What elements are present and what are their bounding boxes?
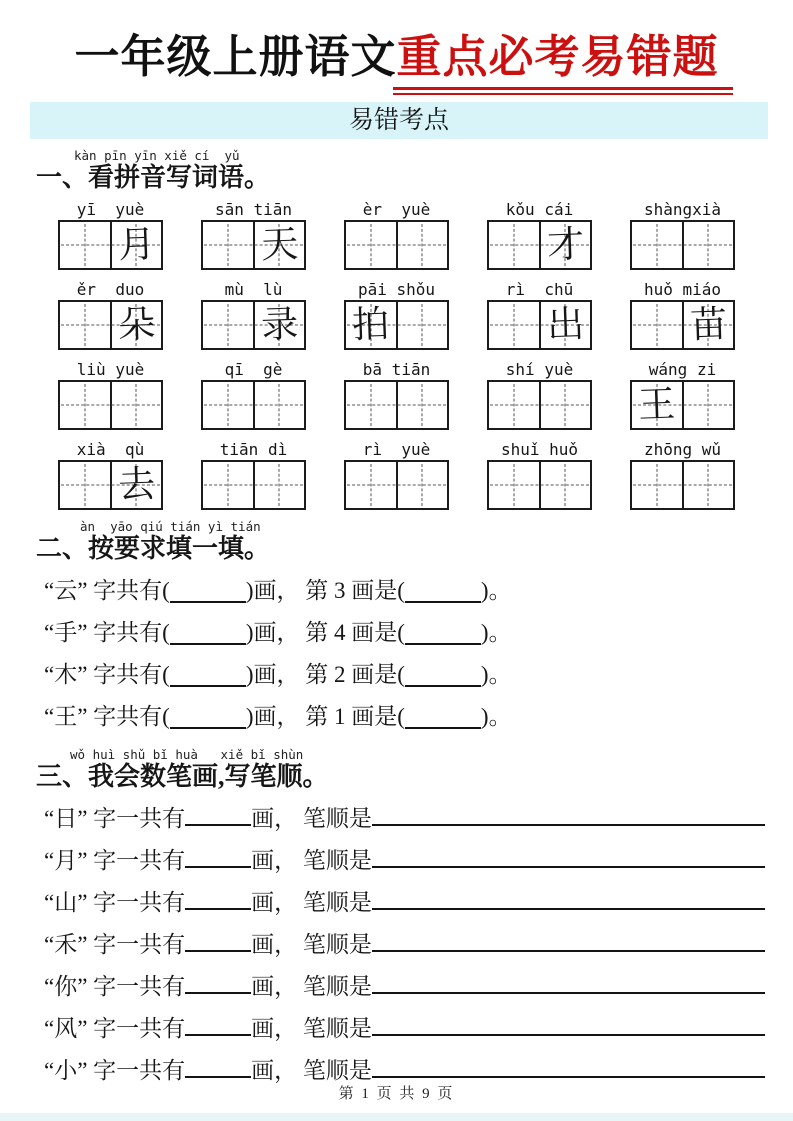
word-pinyin: sān tiān [214, 200, 293, 219]
writing-box-pair [630, 460, 735, 510]
writing-cell-left [632, 222, 682, 268]
writing-box-pair [487, 300, 592, 350]
line-text-pre: “禾” 字一共有 [44, 932, 186, 957]
writing-box-pair [344, 380, 449, 430]
section3-pinyin: wǒ huì shǔ bǐ huà xiě bǐ shùn [70, 747, 304, 762]
word-pinyin: ěr duo [76, 280, 145, 299]
word-group [344, 279, 449, 350]
word-pinyin: liù yuè [76, 360, 145, 379]
writing-cell-right [110, 382, 162, 428]
answer-blank-long [372, 824, 765, 826]
stroke-count-line [44, 612, 765, 654]
word-group [344, 359, 449, 430]
answer-blank [405, 685, 481, 687]
writing-cell-right [110, 222, 162, 268]
prefilled-character: 朵 [117, 303, 156, 347]
writing-box-pair [58, 300, 163, 350]
word-group [487, 359, 592, 430]
answer-blank [185, 1034, 251, 1036]
writing-box-pair [201, 220, 306, 270]
answer-blank-long [372, 950, 765, 952]
stroke-count-line [44, 654, 765, 696]
line-text-pre: “风” 字一共有 [44, 1016, 186, 1041]
writing-cell-left [203, 302, 253, 348]
answer-blank [170, 685, 246, 687]
answer-blank-long [372, 1034, 765, 1036]
writing-box-pair [630, 380, 735, 430]
writing-cell-right [396, 382, 448, 428]
writing-cell-right [110, 302, 162, 348]
section2-title: 二、按要求填一填。 [36, 534, 271, 563]
writing-cell-left [60, 302, 110, 348]
word-pinyin: wáng zi [648, 360, 717, 379]
line-text-mid: )画， 第 1 画是( [245, 704, 405, 729]
answer-blank [185, 824, 251, 826]
writing-cell-left [489, 462, 539, 508]
section2-pinyin: àn yāo qiú tián yì tián [80, 519, 261, 534]
page-title [0, 0, 793, 88]
writing-cell-right [253, 222, 305, 268]
writing-cell-left [346, 382, 396, 428]
writing-cell-left [346, 222, 396, 268]
stroke-count-line [44, 696, 765, 738]
word-group [201, 279, 306, 350]
word-pinyin: rì chū [505, 280, 574, 299]
writing-cell-left [346, 462, 396, 508]
word-pinyin: shuǐ huǒ [500, 440, 579, 459]
writing-box-pair [487, 220, 592, 270]
prefilled-character: 录 [260, 303, 299, 347]
writing-cell-left [632, 462, 682, 508]
line-text-end: )。 [480, 620, 512, 645]
writing-cell-right [396, 222, 448, 268]
word-pinyin: qī gè [224, 360, 283, 379]
line-text-end: )。 [480, 662, 512, 687]
stroke-order-line [44, 840, 765, 882]
line-text-pre: “日” 字一共有 [44, 806, 186, 831]
answer-blank-long [372, 866, 765, 868]
writing-box-pair [487, 380, 592, 430]
line-text-mid: )画， 第 3 画是( [245, 578, 405, 603]
stroke-count-line [44, 570, 765, 612]
writing-cell-right [110, 462, 162, 508]
writing-cell-right [539, 222, 591, 268]
answer-blank [185, 908, 251, 910]
answer-blank [185, 950, 251, 952]
line-text-pre: “云” 字共有( [44, 578, 170, 603]
word-group [201, 199, 306, 270]
writing-box-pair [58, 460, 163, 510]
answer-blank-long [372, 1076, 765, 1078]
word-group [630, 439, 735, 510]
writing-cell-left [489, 382, 539, 428]
word-pinyin: shàngxià [643, 200, 722, 219]
writing-cell-right [539, 302, 591, 348]
line-text-pre: “月” 字一共有 [44, 848, 186, 873]
writing-cell-right [253, 462, 305, 508]
prefilled-character: 才 [546, 223, 585, 267]
line-text-pre: “你” 字一共有 [44, 974, 186, 999]
section3-title: 三、我会数笔画,写笔顺。 [36, 762, 329, 791]
line-text-pre: “手” 字共有( [44, 620, 170, 645]
line-text-end: )。 [480, 578, 512, 603]
writing-box-pair [344, 460, 449, 510]
writing-cell-left [203, 222, 253, 268]
writing-box-pair [344, 300, 449, 350]
writing-cell-right [253, 302, 305, 348]
stroke-order-line [44, 966, 765, 1008]
line-text-pre: “山” 字一共有 [44, 890, 186, 915]
word-group [201, 359, 306, 430]
page-title-red-part [397, 26, 719, 88]
section-stroke-count [0, 520, 793, 738]
line-text-mid: 画， 笔顺是 [251, 848, 372, 873]
prefilled-character: 出 [546, 303, 585, 347]
writing-cell-left [203, 462, 253, 508]
word-pinyin: kǒu cái [505, 200, 574, 219]
word-group [630, 199, 735, 270]
writing-box-pair [201, 460, 306, 510]
word-pinyin: huǒ miáo [643, 280, 722, 299]
writing-cell-right [396, 462, 448, 508]
writing-cell-left [632, 302, 682, 348]
page-number: 第 1 页 共 9 页 [338, 1086, 455, 1102]
writing-cell-right [682, 222, 734, 268]
word-group [487, 439, 592, 510]
prefilled-character: 王 [637, 383, 676, 427]
line-text-mid: 画， 笔顺是 [251, 890, 372, 915]
section-stroke-order [0, 748, 793, 1092]
answer-blank [185, 1076, 251, 1078]
writing-cell-left [60, 222, 110, 268]
answer-blank-long [372, 908, 765, 910]
line-text-mid: 画， 笔顺是 [251, 1016, 372, 1041]
line-text-mid: )画， 第 2 画是( [245, 662, 405, 687]
word-group [201, 439, 306, 510]
line-text-mid: )画， 第 4 画是( [245, 620, 405, 645]
stroke-order-line [44, 924, 765, 966]
line-text-pre: “王” 字共有( [44, 704, 170, 729]
writing-cell-right [253, 382, 305, 428]
writing-cell-left [632, 382, 682, 428]
page-bottom-strip [0, 1113, 793, 1121]
word-pinyin: rì yuè [362, 440, 431, 459]
answer-blank-long [372, 992, 765, 994]
line-text-pre: “小” 字一共有 [44, 1058, 186, 1083]
prefilled-character: 月 [117, 223, 156, 267]
writing-box-pair [201, 300, 306, 350]
prefilled-character: 苗 [689, 303, 728, 347]
prefilled-character: 拍 [351, 303, 390, 347]
prefilled-character: 去 [117, 463, 156, 507]
word-pinyin: yī yuè [76, 200, 145, 219]
writing-cell-right [682, 302, 734, 348]
stroke-order-line [44, 882, 765, 924]
answer-blank [170, 601, 246, 603]
writing-cell-left [60, 382, 110, 428]
writing-cell-right [396, 302, 448, 348]
answer-blank [185, 992, 251, 994]
stroke-order-lines [44, 798, 765, 1092]
word-group [487, 279, 592, 350]
answer-blank [170, 727, 246, 729]
section1-title: 一、看拼音写词语。 [36, 163, 271, 192]
writing-cell-left [346, 302, 396, 348]
answer-blank [405, 601, 481, 603]
writing-cell-left [489, 222, 539, 268]
word-group [630, 279, 735, 350]
writing-cell-right [539, 462, 591, 508]
answer-blank [170, 643, 246, 645]
word-pinyin: shí yuè [505, 360, 574, 379]
line-text-mid: 画， 笔顺是 [251, 974, 372, 999]
line-text-mid: 画， 笔顺是 [251, 932, 372, 957]
section1-pinyin: kàn pīn yīn xiě cí yǔ [74, 148, 240, 163]
stroke-order-line [44, 1008, 765, 1050]
page-title-red-text: 重点必考易错题 [396, 32, 719, 82]
word-group [487, 199, 592, 270]
writing-box-pair [487, 460, 592, 510]
answer-blank [405, 643, 481, 645]
banner [30, 102, 768, 139]
word-group [344, 199, 449, 270]
writing-cell-right [682, 462, 734, 508]
line-text-mid: 画， 笔顺是 [251, 1058, 372, 1083]
line-text-mid: 画， 笔顺是 [251, 806, 372, 831]
banner-label: 易错考点 [348, 107, 449, 134]
writing-box-pair [344, 220, 449, 270]
writing-box-pair [630, 220, 735, 270]
writing-box-pair [630, 300, 735, 350]
word-group [58, 439, 163, 510]
writing-cell-right [682, 382, 734, 428]
pinyin-word-grid [58, 199, 793, 510]
writing-cell-left [60, 462, 110, 508]
line-text-end: )。 [480, 704, 512, 729]
prefilled-character: 天 [260, 223, 299, 267]
red-double-underline [393, 87, 733, 95]
word-pinyin: bā tiān [362, 360, 431, 379]
writing-cell-left [489, 302, 539, 348]
word-group [630, 359, 735, 430]
line-text-pre: “木” 字共有( [44, 662, 170, 687]
writing-box-pair [58, 380, 163, 430]
section-pinyin-words [0, 149, 793, 510]
writing-cell-left [203, 382, 253, 428]
writing-box-pair [201, 380, 306, 430]
writing-cell-right [539, 382, 591, 428]
word-pinyin: zhōng wǔ [643, 440, 722, 459]
word-group [58, 199, 163, 270]
word-group [58, 359, 163, 430]
stroke-order-line [44, 798, 765, 840]
word-pinyin: èr yuè [362, 200, 431, 219]
word-group [58, 279, 163, 350]
word-pinyin: mù lù [224, 280, 283, 299]
answer-blank [405, 727, 481, 729]
word-pinyin: xià qù [76, 440, 145, 459]
word-pinyin: pāi shǒu [357, 280, 436, 299]
stroke-count-lines [44, 570, 765, 738]
writing-box-pair [58, 220, 163, 270]
word-pinyin: tiān dì [219, 440, 288, 459]
word-group [344, 439, 449, 510]
page-title-black-part: 一年级上册语文 [74, 32, 397, 82]
answer-blank [185, 866, 251, 868]
